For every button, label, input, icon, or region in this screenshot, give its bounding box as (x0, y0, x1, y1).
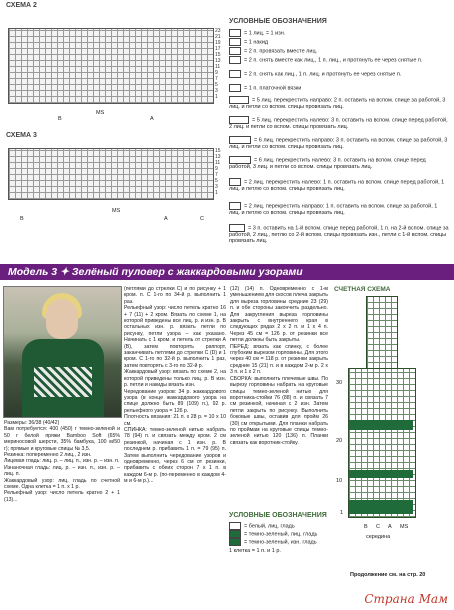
legend2-item: = белый, лиц. гладь (229, 522, 295, 530)
legend-item: = 2 п. снять вместе как лиц., 1 п. лиц., и протянуть ее через снятые п. (229, 56, 449, 64)
schema3-grid (8, 148, 214, 200)
schema3-title: СХЕМА 3 (6, 132, 37, 139)
legend2-item: = темно-зеленый, лиц. гладь (229, 530, 317, 538)
jacquard-band (349, 500, 413, 514)
jacquard-grid-top (366, 296, 398, 370)
schema3-label-ms: MS (112, 208, 121, 214)
legend2-item: = темно-зеленый, изн. гладь (229, 538, 317, 546)
schema2-title: СХЕМА 2 (6, 2, 37, 9)
schema3-label-a: A (164, 216, 168, 222)
model-title: Модель 3 ✦ Зелёный пуловер с жаккардовыми узорами (8, 266, 303, 278)
chart-title: СЧЕТНАЯ СХЕМА (334, 286, 391, 293)
text-column-3: (12) (14) п. Одновременно с 1-м уменьшением для скосов плеча закрыть для выреза горловины средние 23 (29) п. и обе стороны закончить раздельно. Для закругления выреза горловины закрыть с внутреннего края в следующих рядах 2 х 2 п. и 1 х 4 п. Через 45 см = 126 р. от резинки все петли должны быть закрыты. ПЕРЕД: вязать как спинку, с более глубоким вырезом горловины. Для этого через 40 см = 118 р. от резинки закрыть средние 15 (21) п. и в каждом 2-м р. 2 х 3 п. и 1 х 2 п. СБОРКА: выполнить плечевые швы. По вырезу горловины набрать на круговые спицы темно-зеленой нитью для воротника-стойки 76 (88) п. и связать 7 см резинкой, начиная с 2 изн. Затем петли закрыть по рисунку. Выполнить боковые швы, оставив для пройм 26 (30) см открытыми. Для планки набрать по проймам на круговые спицы темно-зеленой нитью 120 (136) п. Планки связать как воротник-стойку. (230, 286, 328, 446)
legend-title: УСЛОВНЫЕ ОБОЗНАЧЕНИЯ (229, 18, 327, 25)
schema3-row-numbers: 15 13 11 9 7 5 3 1 (215, 148, 221, 196)
chart-row-label: 10 (336, 478, 343, 484)
schema2-grid (8, 28, 214, 104)
legend-item: = 6 лиц. перекрестить направо: 3 п. оставить на вспом. спице за работой, 3 лиц. и петли со вспом. спицы провязать лиц. (229, 137, 448, 150)
legend-item: = 1 накид (229, 38, 449, 46)
schema2-label-b: B (58, 116, 62, 122)
legend-item: = 2 лиц. перекрестить налево: 1 п. оставить на вспом. спице перед работой, 1 лиц. и петлю со вспом. спицы провязать лиц. (229, 179, 445, 192)
legend-item: = 2 п. снять как лиц., 1 п. лиц. и протянуть ее через снятые п. (229, 70, 449, 78)
chart-row-label: 20 (336, 438, 343, 444)
chart-label-c: C (376, 524, 380, 530)
jacquard-band (349, 420, 413, 430)
continued-note: Продолжение см. на стр. 20 (350, 572, 426, 578)
chart-row-label: 1 (340, 510, 344, 516)
model-photo (3, 286, 122, 418)
legend-item: = 6 лиц. перекрестить налево: 3 п. оставить на вспом. спице перед работой, 3 лиц. и петли со вспом. спицы провязать лиц. (229, 157, 426, 170)
chart-side-label: середина (366, 534, 391, 540)
jacquard-grid-bottom (348, 368, 416, 518)
schema2-label-a: A (150, 116, 154, 122)
legend-item: = 1 п. платочной вязки (229, 84, 449, 92)
legend-item: = 2 п. провязать вместе лиц. (229, 47, 449, 55)
jacquard-band (349, 470, 413, 478)
schema2-label-ms: MS (96, 110, 105, 116)
schema3-label-b: B (20, 216, 24, 222)
text-column-2: (петлями до стрелки C) и по рисунку + 1 кром. п. С 1-го по 34-й р. выполнить 1 раз. Рельефный узор: число петель кратно 16 + 7 (11) + 2 кром. Вязать по схеме 1, на которой приведены все лиц. р. и изн. р. В остальных изн. р. вязать петли по рисунку, петли узора – как указано. Начинать с 1 кром. и петель от стрелки A (B), затем повторять раппорт, заканчивать петлями до стрелки C (D) и 1 кром. С 1-го по 32-й р. выполнить 1 раз, затем повторять с 3-го по 32-й р. Жаккардовый узор: вязать по схеме 2, на которой приведены только лиц. р. В изн. р. петли и накиды вязать изн. Чередование узоров: 34 р. жаккардового узора (в конце жаккардового узора на спице должно быть 89 (109) п.), 92 р. рельефного узора = 126 р. Плотность вязания: 21 п. х 28 р. = 10 х 10 см. СПИНКА: темно-зеленой нитью набрать 78 (94) п. и связать между кром. 2 см резинкой, начиная с 1 изн. р. В последнем р. прибавить 1 п. = 79 (95) п. Затем выполнить чередование узоров и одновременно, через 6 см от резинки, прибавить с обеих сторон 7 х 1 п. в каждом 6-м р. (по-переменно в каждом 4-м и 6-м р.)... (124, 286, 226, 485)
chart-row-label: 30 (336, 380, 343, 386)
schema3-label-c: C (200, 216, 204, 222)
legend-item: = 5 лиц. перекрестить налево: 3 п. оставить на вспом. спице перед работой, 2 лиц. и петли со вспом. спицы провязать лиц. (229, 117, 448, 130)
legend2-note: 1 клетка = 1 п. и 1 р. (229, 548, 281, 554)
legend2-title: УСЛОВНЫЕ ОБОЗНАЧЕНИЯ (229, 512, 327, 519)
watermark-logo: Страна Мам (364, 592, 448, 606)
schema2-row-numbers: 23 21 19 17 15 13 11 9 7 5 3 1 (215, 28, 221, 100)
legend-item: = 5 лиц. перекрестить направо: 2 п. оставить на вспом. спице за работой, 3 лиц. и петли со вспом. спицы провязать лиц. (229, 97, 446, 110)
legend-item: = 3 п. оставить на 1-й вспом. спице перед работой, 1 п. на 2-й вспом. спице за работой, 2 лиц., петлю со 2-й вспом. спицы провязать изн., петли с 1-й вспом. спицы провязать лиц. (229, 225, 449, 244)
chart-label-b: B (364, 524, 368, 530)
chart-label-ms: MS (400, 524, 409, 530)
legend-item: = 2 лиц. перекрестить направо: 1 п. оставить на вспом. спице за работой, 1 лиц. и петлю со вспом. спицы провязать лиц. (229, 203, 438, 216)
chart-label-a: A (388, 524, 392, 530)
text-column-1: Размеры: 36/38 (40/42) Вам потребуется: 400 (450) г темно-зеленой и 50 г белой пряжи Bamboo Soft (65% мериносовой шерсти, 35% бамбука, 100 м/50 г); прямые и круговые спицы № 3,5. Резинка: попеременно 2 лиц., 2 изн. Лицевая гладь: лиц. р. – лиц. п., изн. р. – изн. п. Изнаночная гладь: лиц. р. – изн. п., изн. р. – лиц. п. Жаккардовый узор: лиц. гладь по счетной схеме. Одна клетка = 1 п. х 1 р. Рельефный узор: число петель кратно 2 + 1 (13)... (4, 420, 120, 503)
legend-item: = 1 лиц. = 1 изн. (229, 29, 449, 37)
